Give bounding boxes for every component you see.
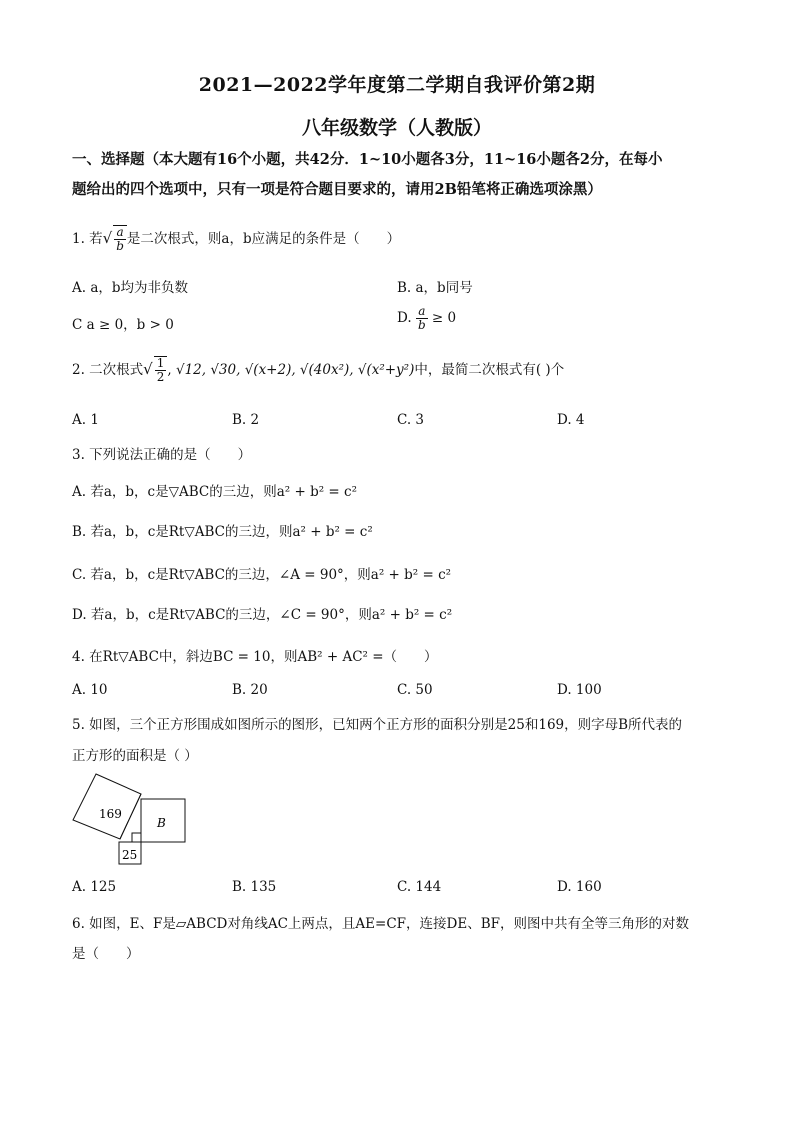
- question-4-stem: 4. 在Rt▽ABC中，斜边BC = 10，则AB² + AC² =（ ）: [72, 649, 438, 665]
- label-b: B: [157, 816, 166, 830]
- q1-option-d: [397, 305, 456, 332]
- question-2-stem: 2. 二次根式√ $\frac{1}{2}$ , √12, √30, √(x+2), √(40x²), √(x²+y²)中，最简二次根式有( )个: [72, 356, 565, 384]
- question-6-stem-line2: 是（ ）: [72, 946, 140, 962]
- q2-option-b: B. 2: [232, 412, 260, 428]
- q1-option-b: B. a，b同号: [397, 280, 473, 296]
- q2-suffix: 中，最简二次根式有( )个: [414, 362, 565, 378]
- q2-option-d: D. 4: [557, 412, 585, 428]
- question-5-stem-line1: 5. 如图，三个正方形围成如图所示的图形，已知两个正方形的面积分别是25和169，则字母B所代表的: [72, 717, 683, 733]
- q4-option-b: B. 20: [232, 682, 268, 698]
- q1-option-d-fraction: [416, 305, 428, 332]
- q2-frac-den: 2: [156, 370, 165, 384]
- q4-option-d: D. 100: [557, 682, 602, 698]
- q3-option-a: A. 若a，b，c是▽ABC的三边，则a² + b² = c²: [72, 484, 357, 500]
- q2-radicals: √12, √30, √(x+2), √(40x²), √(x²+y²): [175, 362, 415, 378]
- exam-title: 2021—2022学年度第二学期自我评价第2期: [198, 74, 596, 96]
- q1-fraction: [114, 226, 126, 253]
- question-6-stem-line1: 6. 如图，E、F是▱ABCD对角线AC上两点，且AE=CF，连接DE、BF，则图中共有全等三角形的对数: [72, 916, 690, 932]
- q2-fraction: [155, 357, 167, 384]
- q5-option-a: A. 125: [72, 879, 117, 895]
- q1-prefix: 1. 若: [72, 231, 103, 247]
- question-3-stem: 3. 下列说法正确的是（ ）: [72, 447, 252, 463]
- q2-option-a: A. 1: [72, 412, 99, 428]
- label-169: 169: [99, 807, 122, 821]
- q1-frac-den: b: [116, 239, 124, 253]
- radical-sign-icon: √: [143, 360, 153, 378]
- q1-frac-num: a: [114, 226, 126, 240]
- q3-option-b: B. 若a，b，c是Rt▽ABC的三边，则a² + b² = c²: [72, 524, 373, 540]
- q5-option-d: D. 160: [557, 879, 602, 895]
- three-squares-figure: [68, 770, 193, 870]
- triangle-hypotenuse: [120, 794, 141, 839]
- label-25: 25: [122, 848, 138, 862]
- q3-option-c: C. 若a，b，c是Rt▽ABC的三边，∠A = 90°，则a² + b² = c²: [72, 567, 452, 583]
- question-5-stem-line2: 正方形的面积是（ ）: [72, 748, 198, 764]
- q2-frac-num: 1: [156, 356, 165, 370]
- section-heading-line1: 一、选择题（本大题有16个小题，共42分．1~10小题各3分，11~16小题各2分，在每小: [72, 151, 663, 168]
- q1-option-a: A. a，b均为非负数: [72, 280, 189, 296]
- q1-option-c: C a ≥ 0，b > 0: [72, 317, 174, 333]
- q3-option-d: D. 若a，b，c是Rt▽ABC的三边，∠C = 90°，则a² + b² = c²: [72, 607, 453, 623]
- q1-option-d-suffix: ≥ 0: [431, 310, 457, 326]
- q2-prefix: 2. 二次根式: [72, 362, 144, 378]
- q4-option-c: C. 50: [397, 682, 433, 698]
- q5-option-b: B. 135: [232, 879, 277, 895]
- q1-suffix: 是二次根式，则a，b应满足的条件是（ ）: [126, 231, 401, 247]
- radical-sign-icon: √: [102, 229, 113, 247]
- question-1-stem: [72, 225, 400, 253]
- q5-option-c: C. 144: [397, 879, 442, 895]
- q4-option-a: A. 10: [72, 682, 108, 698]
- q2-option-c: C. 3: [397, 412, 425, 428]
- exam-subtitle: 八年级数学（人教版）: [301, 117, 492, 139]
- q1-option-d-label: D.: [397, 310, 412, 326]
- q1-d-frac-num: a: [416, 305, 428, 319]
- q1-d-frac-den: b: [417, 318, 426, 332]
- right-angle-marker-icon: [132, 833, 141, 842]
- section-heading-line2: 题给出的四个选项中，只有一项是符合题目要求的，请用2B铅笔将正确选项涂黑）: [72, 181, 602, 198]
